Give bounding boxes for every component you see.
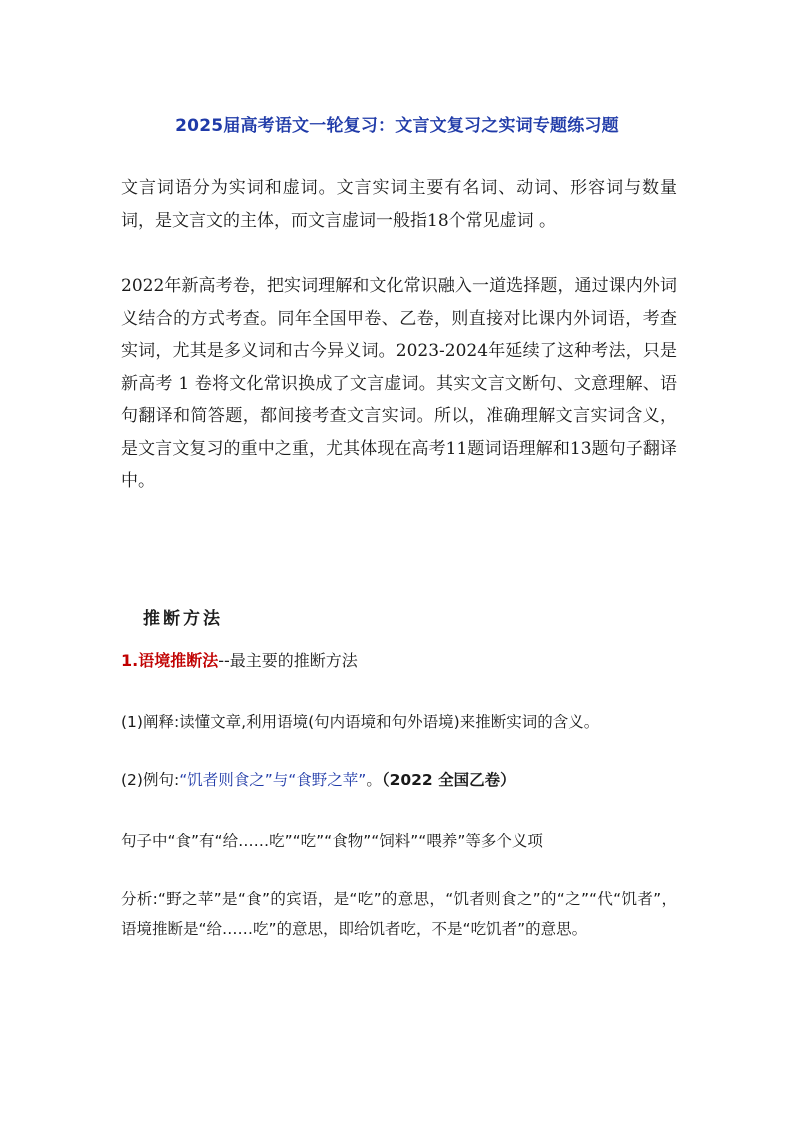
method-title: 1.语境推断法 [121, 651, 219, 670]
method-line [121, 648, 358, 671]
example-quote: “饥者则食之”与“食野之苹” [179, 771, 367, 789]
method-description: --最主要的推断方法 [218, 651, 358, 670]
meanings-line: 句子中“食”有“给……吃”“吃”“食物”“饲料”“喂养”等多个义项 [121, 832, 543, 850]
example-prefix: (2)例句: [121, 771, 180, 789]
example-line [121, 768, 516, 790]
intro-paragraph: 文言词语分为实词和虚词。文言实词主要有名词、动词、形容词与数量词，是文言文的主体，而文言虚词一般指18个常见虚词 。 [121, 178, 677, 231]
section-heading: 推断方法 [143, 609, 223, 629]
example-source: （2022 全国乙卷） [381, 771, 516, 789]
exam-trend-paragraph: 2022年新高考卷，把实词理解和文化常识融入一道选择题，通过课内外词义结合的方式考查。同年全国甲卷、乙卷，则直接对比课内外词语，考查实词，尤其是多义词和古今异义词。2023-2024年延续了这种考法，只是新高考 1 卷将文化常识换成了文言虚词。其实文言文断句、文意理解、语句翻译和简答题，都间接考查文言实词。所以，准确理解文言实词含义，是文言文复习的重中之重，尤其体现在高考11题词语理解和13题句子翻译中。 [121, 276, 677, 491]
example-punct: 。 [366, 771, 382, 789]
document-title: 2025届高考语文一轮复习：文言文复习之实词专题练习题 [175, 116, 619, 137]
explanation-line: (1)阐释:读懂文章,利用语境(句内语境和句外语境)来推断实词的含义。 [121, 713, 600, 731]
analysis-paragraph: 分析:“野之苹”是“食”的宾语，是“吃”的意思，“饥者则食之”的“之”“代“饥者”，语境推断是“给……吃”的意思，即给饥者吃，不是“吃饥者”的意思。 [121, 890, 677, 938]
